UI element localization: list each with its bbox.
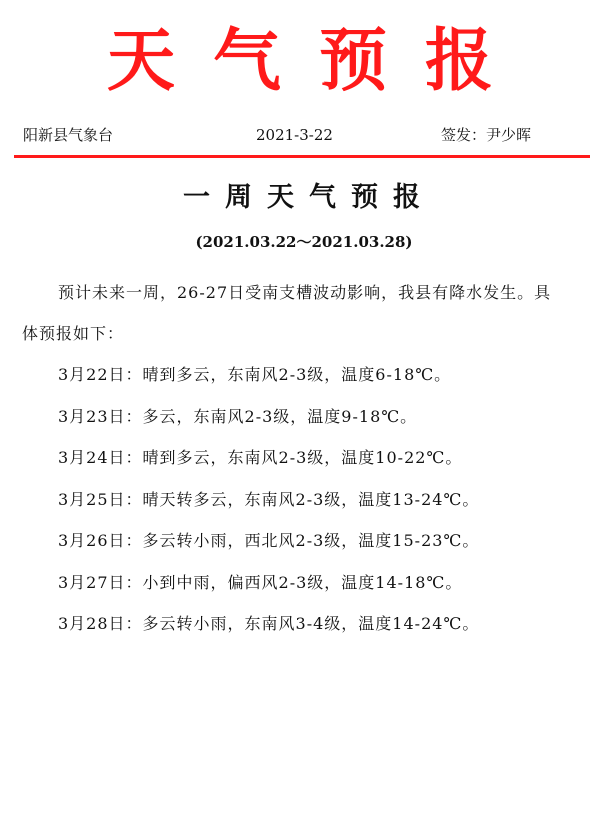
meta-line <box>0 123 608 147</box>
forecast-day-28: 3月28日：多云转小雨，东南风3-4级，温度14-24℃。 <box>58 614 480 633</box>
red-divider <box>14 155 590 158</box>
signer: 签发：尹少晖 <box>441 126 532 144</box>
forecast-day-24: 3月24日：晴到多云，东南风2-3级，温度10-22℃。 <box>58 448 463 467</box>
forecast-day-22: 3月22日：晴到多云，东南风2-3级，温度6-18℃。 <box>58 365 452 384</box>
forecast-day-26: 3月26日：多云转小雨，西北风2-3级，温度15-23℃。 <box>58 531 480 550</box>
forecast-body <box>22 272 562 645</box>
forecast-day-23: 3月23日：多云，东南风2-3级，温度9-18℃。 <box>58 406 418 426</box>
organization-name: 阳新县气象台 <box>23 126 114 144</box>
masthead-title: 天气预报 <box>106 22 531 101</box>
forecast-day-27: 3月27日：小到中雨，偏西风2-3级，温度14-18℃。 <box>58 572 463 592</box>
intro-paragraph: 预计未来一周，26-27日受南支槽波动影响，我县有降水发生。具体预报如下： <box>22 283 552 343</box>
forecast-heading: 一周天气预报 <box>183 182 435 213</box>
date-range: (2021.03.22～2021.03.28) <box>195 233 413 251</box>
issue-date: 2021-3-22 <box>256 126 333 144</box>
forecast-day-25: 3月25日：晴天转多云，东南风2-3级，温度13-24℃。 <box>58 489 480 509</box>
forecast-list <box>22 354 562 645</box>
